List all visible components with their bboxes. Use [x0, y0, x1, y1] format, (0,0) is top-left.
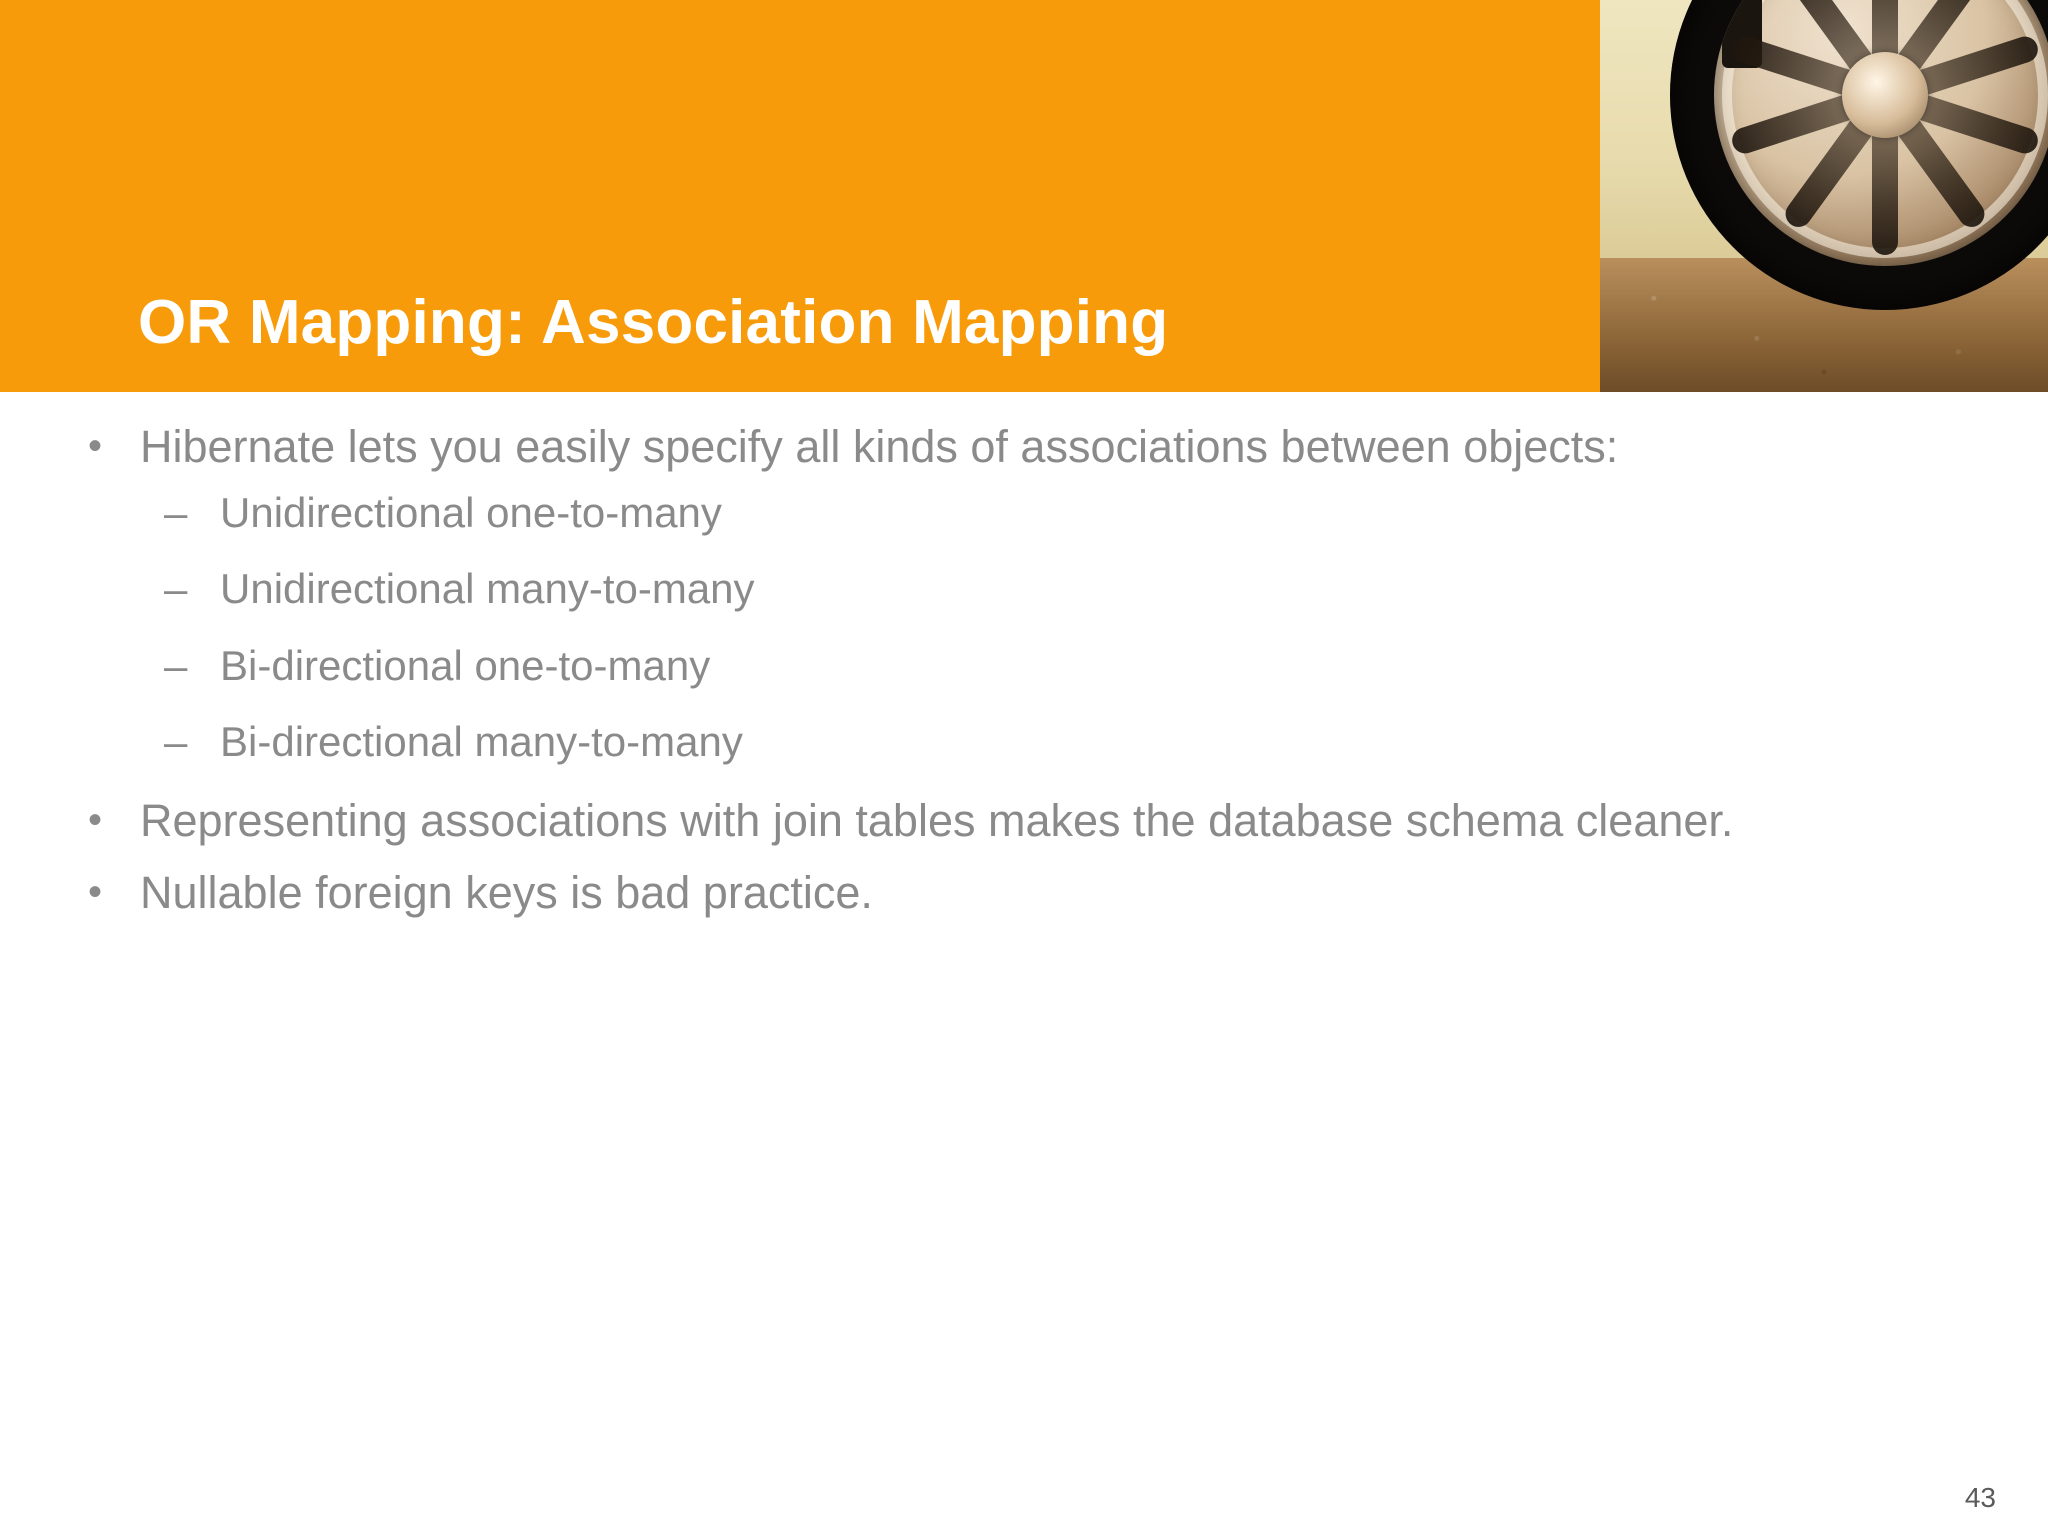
- dash-marker: –: [164, 641, 188, 689]
- sub-bullet-text: Bi-directional one-to-many: [220, 641, 711, 689]
- sub-bullet-text: Unidirectional many-to-many: [220, 565, 755, 613]
- list-item: [140, 564, 2010, 614]
- sub-bullet-list: [140, 488, 2010, 768]
- bullet-text: Nullable foreign keys is bad practice.: [140, 866, 873, 918]
- bullet-marker: •: [88, 869, 103, 914]
- list-item: [0, 794, 2010, 848]
- wheel-hub: [1842, 52, 1928, 138]
- dash-marker: –: [164, 565, 188, 613]
- bullet-marker: •: [88, 797, 103, 842]
- page-number: 43: [1964, 1482, 1996, 1513]
- dash-marker: –: [164, 489, 188, 536]
- page-title: OR Mapping: Association Mapping: [138, 288, 1169, 357]
- slide-body: [0, 420, 2048, 938]
- bullet-text: Representing associations with join tables makes the database schema cleaner.: [140, 794, 1734, 846]
- list-item: [140, 641, 2010, 691]
- bullet-list: [0, 420, 2048, 920]
- bullet-text: Hibernate lets you easily specify all kinds of associations between objects:: [140, 421, 1619, 472]
- sub-bullet-text: Bi-directional many-to-many: [220, 718, 743, 766]
- wheel-rim: [1714, 0, 2048, 266]
- car-wheel-photo: [1600, 0, 2048, 392]
- dash-marker: –: [164, 718, 188, 766]
- list-item: [140, 488, 2010, 538]
- bullet-marker: •: [88, 424, 103, 468]
- sub-bullet-text: Unidirectional one-to-many: [220, 489, 722, 536]
- list-item: [0, 866, 2010, 920]
- list-item: [140, 717, 2010, 767]
- list-item: [0, 420, 2010, 768]
